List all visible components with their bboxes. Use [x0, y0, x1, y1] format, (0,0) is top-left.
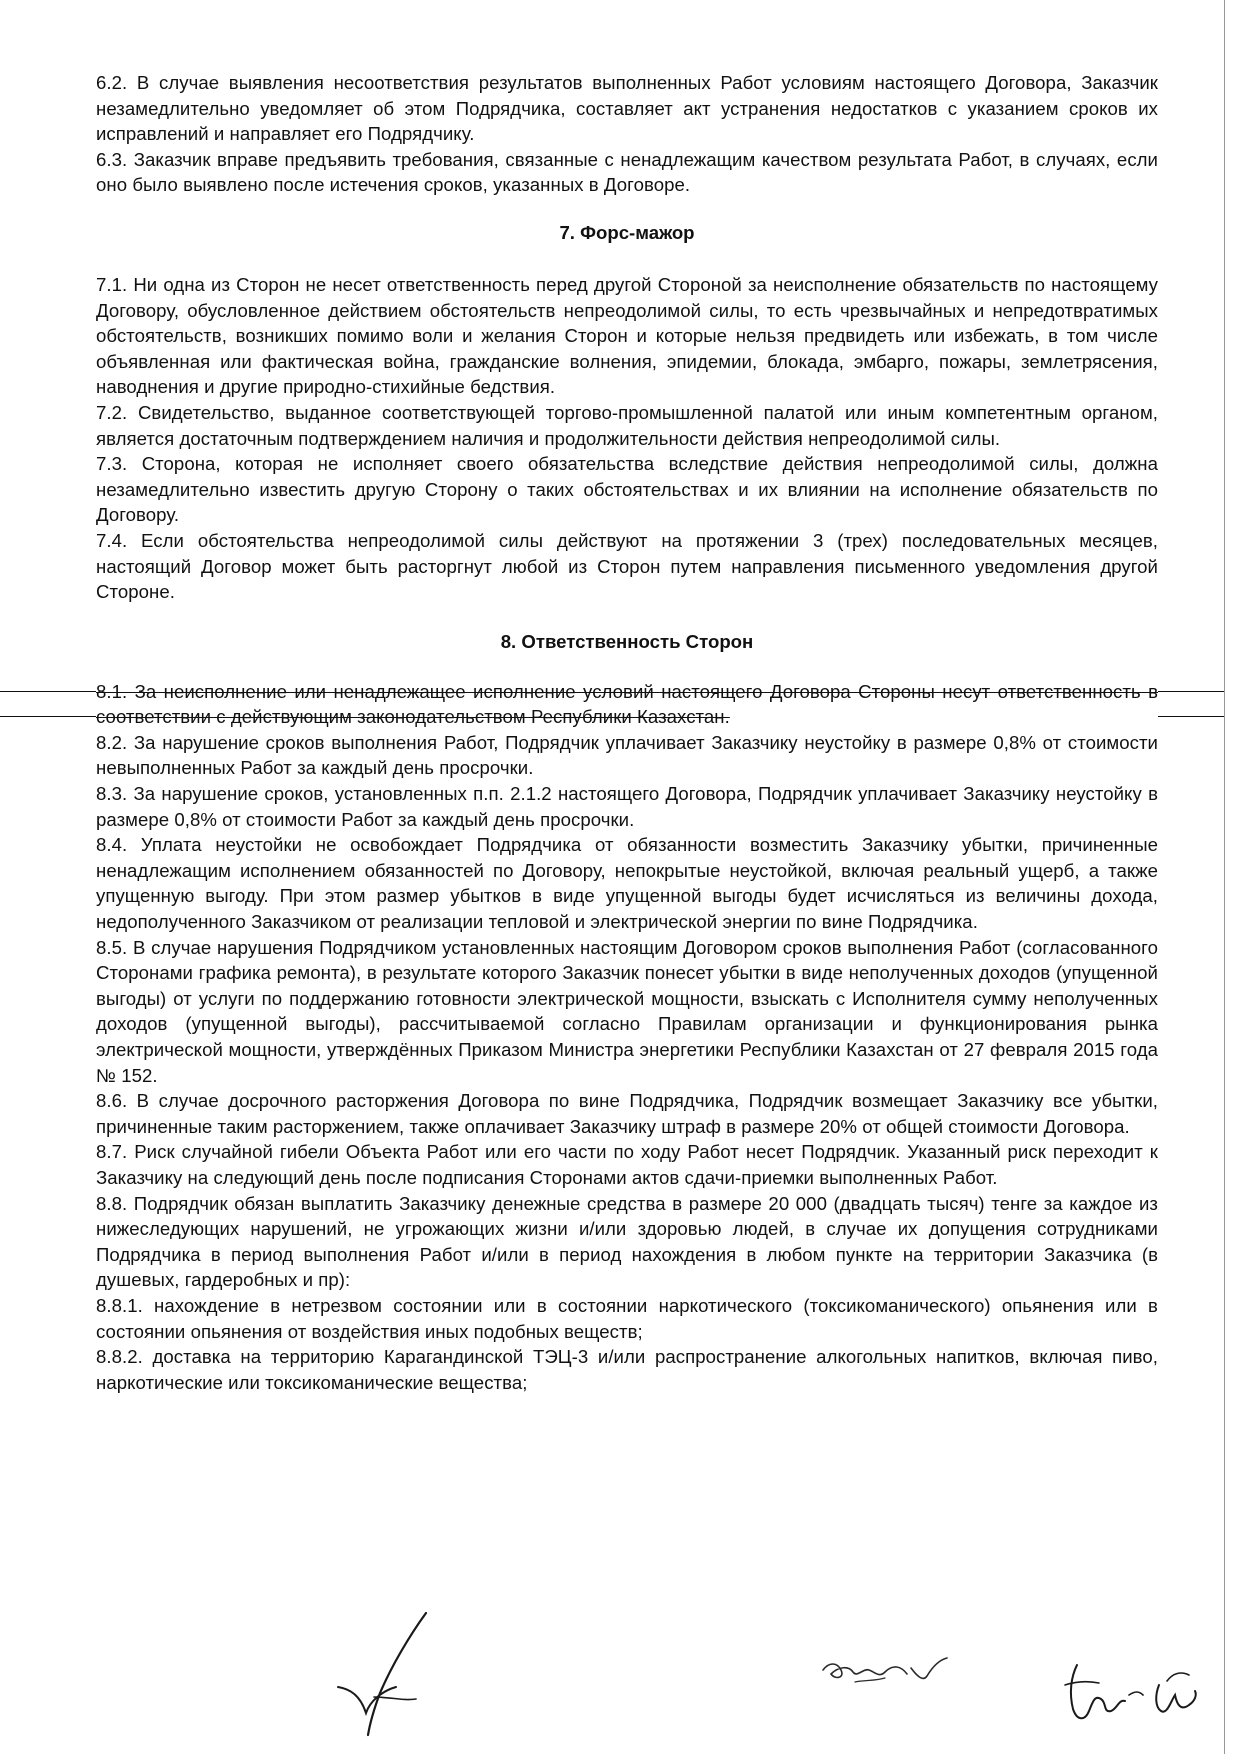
section-7-heading: 7. Форс-мажор — [559, 221, 695, 243]
clause-6-3: 6.3. Заказчик вправе предъявить требования, связанные с ненадлежащим качеством результата Работ, в случаях, если оно было выявлено после истечения сроков, указанных в Договоре. — [96, 148, 1158, 196]
clause-8-5: 8.5. В случае нарушения Подрядчиком установленных настоящим Договором сроков выполнения Работ (согласованного Сторонами графика ремонта), в результате которого Заказчик понесет убытки в виде неполученных доходов (упущенной выгоды) от услуги по поддержанию готовности электрической мощности, взыскать с Исполнителя сумму неполученных доходов (упущенной выгоды), рассчитываемой согласно Правилам организации и функционирования рынка электрической мощности, утверждённых Приказом Министра энергетики Республики Казахстан от 27 февраля 2015 года № 152. — [96, 936, 1158, 1086]
signature-left — [330, 1605, 450, 1745]
clause-7-2: 7.2. Свидетельство, выданное соответствующей торгово-промышленной палатой или иным компетентным органом, является достаточным подтверждением наличия и продолжительности действия непреодолимой силы. — [96, 401, 1158, 449]
clause-8-7: 8.7. Риск случайной гибели Объекта Работ или его части по ходу Работ несет Подрядчик. Указанный риск переходит к Заказчику на следующий день после подписания Сторонами актов сдачи-приемки выполненных Работ. — [96, 1141, 1158, 1188]
clause-8-4: 8.4. Уплата неустойки не освобождает Подрядчика от обязанности возместить Заказчику убытки, причиненные ненадлежащим исполнением обязанностей по Договору, непокрытые неустойкой, включая реальный ущерб, а также упущенную выгоду. При этом размер убытков в виде упущенной выгоды будет исчисляться из величины дохода, недополученного Заказчиком от реализации тепловой и электрической энергии по вине Подрядчика. — [96, 834, 1158, 933]
clause-8-3: 8.3. За нарушение сроков, установленных п.п. 2.1.2 настоящего Договора, Подрядчик уплачивает Заказчику неустойку в размере 0,8% от стоимости Работ за каждый день просрочки. — [96, 783, 1158, 830]
clause-8-6: 8.6. В случае досрочного расторжения Договора по вине Подрядчика, Подрядчик возмещает Заказчику все убытки, причиненные таким расторжением, также оплачивает Заказчику штраф в размере 20% от общей стоимости Договора. — [96, 1090, 1158, 1137]
signature-middle — [815, 1648, 965, 1698]
document-page — [96, 70, 1158, 1395]
clause-8-8-1: 8.8.1. нахождение в нетрезвом состоянии или в состоянии наркотического (токсикоманического) опьянения или в состоянии опьянения от воздействия иных подобных веществ; — [96, 1294, 1158, 1342]
clause-7-4: 7.4. Если обстоятельства непреодолимой силы действуют на протяжении 3 (трех) последовательных месяцев, настоящий Договор может быть расторгнут любой из Сторон путем направления письменного уведомления другой Стороне. — [96, 529, 1158, 603]
clause-6-2: 6.2. В случае выявления несоответствия результатов выполненных Работ условиям настоящего Договора, Заказчик незамедлительно уведомляет об этом Подрядчика, составляет акт устранения недостатков с указанием сроков их исправлений и направляет его Подрядчику. — [96, 72, 1158, 145]
clause-8-8-2: 8.8.2. доставка на территорию Карагандинской ТЭЦ-3 и/или распространение алкогольных напитков, включая пиво, наркотические или токсикоманические вещества; — [96, 1346, 1158, 1393]
clause-7-3: 7.3. Сторона, которая не исполняет своего обязательства вследствие действия непреодолимой силы, должна незамедлительно известить другую Сторону о таких обстоятельствах и их влиянии на исполнение обязательств по Договору. — [96, 453, 1158, 526]
clause-8-8: 8.8. Подрядчик обязан выплатить Заказчику денежные средства в размере 20 000 (двадцать тысяч) тенге за каждое из нижеследующих нарушений, не угрожающих жизни и/или здоровью людей, в случае их допущения сотрудниками Подрядчика в период выполнения Работ и/или в период нахождения в любом пункте на территории Заказчика (в душевых, гардеробных и пр): — [96, 1192, 1158, 1291]
clause-8-1: 8.1. За неисполнение или ненадлежащее исполнение условий настоящего Договора Стороны несут ответственность в соответствии с действующим законодательством Республики Казахстан. — [96, 680, 1158, 728]
clause-8-1-struck — [96, 679, 1158, 730]
signature-right — [1055, 1655, 1205, 1735]
clause-7-1: 7.1. Ни одна из Сторон не несет ответственность перед другой Стороной за неисполнение обязательств по настоящему Договору, обусловленное действием обстоятельств непреодолимой силы, то есть чрезвычайных и непредотвратимых обстоятельств, возникших помимо воли и желания Сторон и которые нельзя предвидеть или избежать, в том числе объявленная или фактическая война, гражданские волнения, эпидемии, блокада, эмбарго, пожары, землетрясения, наводнения и другие природно-стихийные бедствия. — [96, 273, 1158, 398]
clause-8-2: 8.2. За нарушение сроков выполнения Работ, Подрядчик уплачивает Заказчику неустойку в размере 0,8% от стоимости невыполненных Работ за каждый день просрочки. — [96, 731, 1158, 779]
section-8-heading: 8. Ответственность Сторон — [500, 630, 754, 652]
page-edge-line — [1224, 0, 1225, 1754]
